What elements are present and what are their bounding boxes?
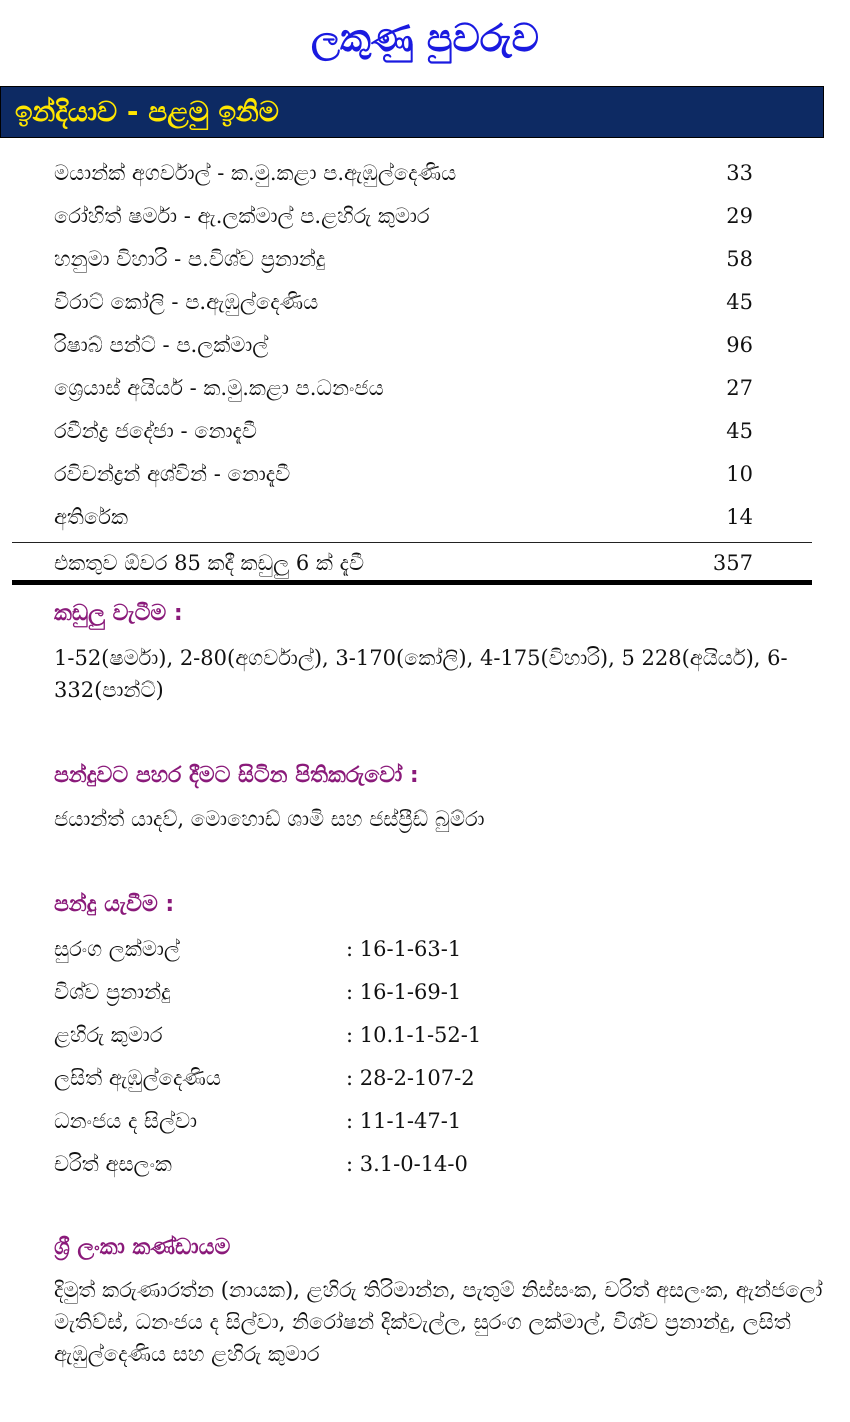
bowler-name: විශ්ව ප්‍රනාන්දු (54, 980, 171, 1004)
batsman-runs: 96 (726, 333, 753, 357)
batting-row (0, 195, 850, 238)
total-underline (12, 580, 812, 585)
bowling-row (0, 1143, 850, 1186)
fall-of-wickets-text: 1-52(ෂර්මා), 2-80(අගර්වාල්), 3-170(කෝලි), 4-175(විහාරි), 5 228(අයියර්), 6-332(පාන්ට්) (54, 646, 788, 702)
batsman-runs: 45 (726, 290, 753, 314)
batting-row (0, 152, 850, 195)
bowler-figures: : 3.1-0-14-0 (346, 1152, 468, 1176)
batting-scorecard (0, 152, 850, 539)
batsman-dismissal: මයාන්ක් අගර්වාල් - ක.මු.කළා ප.ඇඹුල්දෙණිය (54, 161, 457, 185)
sl-team-text: දිමුත් කරුණාරත්න (නායක), ළහිරු තිරිමාන්න, පැතුම් නිස්සංක, චරිත් අසලංක, ඇන්ජලෝ මැතිව්ස්, ධනංජය ද සිල්වා, නිරෝෂන් දික්වැල්ල, සුරංග ලක්මාල්, විශ්ව ප්‍රනාන්දු, ලසිත් ඇඹුල්දෙණිය සහ ළහිරු කුමාර (54, 1278, 823, 1366)
total-runs: 357 (712, 551, 753, 575)
total-divider (12, 542, 812, 543)
batting-row (0, 281, 850, 324)
batting-row (0, 410, 850, 453)
batsman-runs: 27 (726, 376, 753, 400)
bowler-figures: : 28-2-107-2 (346, 1066, 475, 1090)
bowler-figures: : 11-1-47-1 (346, 1109, 462, 1133)
batsman-runs: 10 (726, 462, 753, 486)
bowler-name: ළහිරු කුමාර (54, 1023, 163, 1047)
batting-row (0, 324, 850, 367)
bowler-figures: : 16-1-69-1 (346, 980, 462, 1004)
bowling-row (0, 1100, 850, 1143)
batsmen-to-bat-text: ජයාන්ත් යාදව්, මොහොඩ් ශාමි සහ ජස්ප්‍රීඩ් බුම්රා (54, 807, 485, 831)
batsman-dismissal: ශ්‍රෙයාස් අයියර් - ක.මු.කළා ප.ධනංජය (54, 376, 384, 400)
batsmen-to-bat-heading: පන්දුවට පහර දීමට සිටින පිතිකරුවෝ : (54, 763, 419, 788)
batsman-runs: 45 (726, 419, 753, 443)
page-title: ලකුණු පුවරුව (311, 16, 539, 60)
bowling-row (0, 1014, 850, 1057)
bowler-name: ලසිත් ඇඹුල්දෙණිය (54, 1066, 221, 1090)
batsman-dismissal: රෝහිත් ෂර්මා - ඇ.ලක්මාල් ප.ළහිරු කුමාර (54, 204, 430, 228)
bowling-figures (0, 928, 850, 1186)
batsman-dismissal: හනුමා විහාරි - ප.විශ්ව ප්‍රනාන්දු (54, 247, 326, 271)
batsman-dismissal: රවීන්ද්‍ර ජදේජා - නොදැවී (54, 419, 257, 443)
bowler-figures: : 10.1-1-52-1 (346, 1023, 482, 1047)
bowling-row (0, 1057, 850, 1100)
bowler-figures: : 16-1-63-1 (346, 937, 462, 961)
batting-row (0, 238, 850, 281)
bowler-name: චරිත් අසලංක (54, 1152, 172, 1176)
bowler-name: සුරංග ලක්මාල් (54, 937, 180, 961)
bowling-heading: පන්දු යැවීම : (54, 892, 175, 917)
batsman-dismissal: රිෂාබ් පන්ට් - ප.ලක්මාල් (54, 333, 269, 357)
extras-row (0, 496, 850, 539)
bowler-name: ධනංජය ද සිල්වා (54, 1109, 198, 1133)
innings-heading: ඉන්දියාව - පළමු ඉනිම (15, 95, 279, 128)
batting-row (0, 367, 850, 410)
total-row (0, 544, 850, 584)
innings-banner (0, 86, 824, 138)
extras-label: අතිරේක (54, 505, 129, 529)
batting-row (0, 453, 850, 496)
bowling-row (0, 971, 850, 1014)
fall-of-wickets-heading: කඩුලු වැටීම : (54, 601, 183, 626)
extras-runs: 14 (726, 505, 753, 529)
batsman-runs: 58 (726, 247, 753, 271)
batsman-dismissal: රවිචන්ද්‍රන් අශ්වින් - නොදැවී (54, 462, 291, 486)
sl-team-heading: ශ්‍රී ලංකා කණ්ඩායම (54, 1235, 231, 1260)
batsman-runs: 29 (726, 204, 753, 228)
batsman-dismissal: විරාට් කෝලි - ප.ඇඹුල්දෙණිය (54, 290, 319, 314)
batsman-runs: 33 (726, 161, 753, 185)
total-label: එකතුව ඕවර 85 කදී කඩුලු 6 ක් දැවී (54, 551, 365, 575)
bowling-row (0, 928, 850, 971)
